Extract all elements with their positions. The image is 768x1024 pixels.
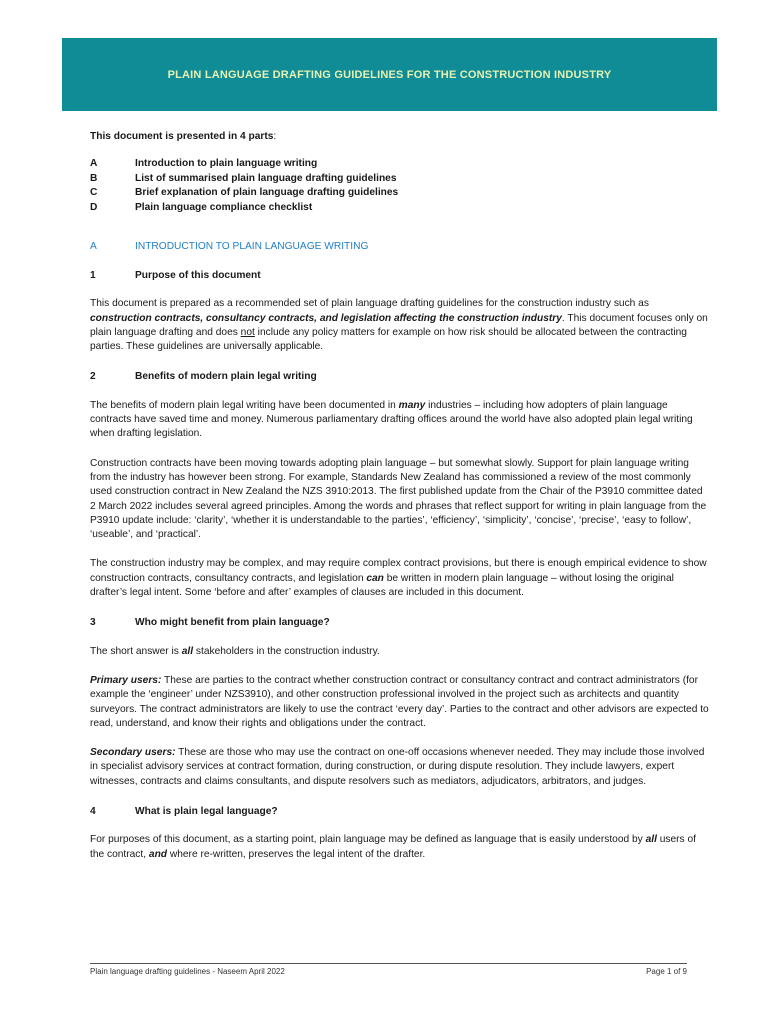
list-item: D Plain language compliance checklist [90,202,313,214]
page-footer [90,963,687,976]
paragraph-primary-users: Primary users: These are parties to the contract whether construction contract or consultancy contract and contract administrators (for example the ‘engineer’ under NZS3910), and other construction professional involved in the project such as architects and quantity surveyors. The contract administrators are likely to use the contract ‘every day’. Parties to the contract and other advisors are expected to read, understand, and know their rights and obligations under the contract. [90,674,709,729]
heading-1: 1 Purpose of this document [90,269,261,281]
paragraph-who-1: The short answer is all stakeholders in the construction industry. [90,645,380,657]
title-banner [62,38,717,111]
list-item: C Brief explanation of plain language drafting guidelines [90,187,399,199]
section-a-heading: A INTRODUCTION TO PLAIN LANGUAGE WRITING [90,240,369,252]
paragraph-benefits-3: The construction industry may be complex, and may require complex contract provisions, but there is enough empirical evidence to show construction contracts, consultancy contracts, and legislation can be written in modern plain language – without losing the original drafter’s legal intent. Some ‘before and after’ examples of clauses are included in this document. [90,558,707,599]
heading-2: 2 Benefits of modern plain legal writing [90,371,317,383]
document-title: PLAIN LANGUAGE DRAFTING GUIDELINES FOR THE CONSTRUCTION INDUSTRY [167,68,612,81]
heading-3: 3 Who might benefit from plain language? [90,617,330,629]
paragraph-benefits-1: The benefits of modern plain legal writing have been documented in many industries – including how adopters of plain language contracts have saved time and money. Numerous parliamentary drafting offices around the world have also adopted plain legal writing when drafting legislation. [90,399,693,440]
footer-document-info: Plain language drafting guidelines - Naseem April 2022 [90,967,285,976]
intro-line: This document is presented in 4 parts: [90,131,277,142]
parts-list [90,157,710,215]
heading-4: 4 What is plain legal language? [90,805,278,817]
paragraph-benefits-2: Construction contracts have been moving towards adopting plain language – but somewhat slowly. Support for plain language writing from the industry has however been strong. For example, Standards New Zealand has commissioned a review of the most commonly used construction contract in New Zealand the NZS 3910:2013. The first published update from the Chair of the P3910 committee dated 2 March 2022 includes several agreed principles. Among the words and phrases that reflect support for writing in plain language from the P3910 update include: ‘clarity’, ‘whether it is understandable to the parties’, ‘efficiency’, ‘simplicity’, ‘concise’, ‘precise’, ‘easy to follow’, ‘useable’, and ‘practical’. [90,457,707,541]
document-body [90,130,710,862]
list-item: B List of summarised plain language drafting guidelines [90,172,397,184]
paragraph-definition: For purposes of this document, as a starting point, plain language may be defined as language that is easily understood by all users of the contract, and where re-written, preserves the legal intent of the drafter. [90,834,696,860]
page-number: Page 1 of 9 [646,967,687,976]
paragraph-secondary-users: Secondary users: These are those who may use the contract on one-off occasions whenever needed. They may include those involved in specialist advisory services at contract formation, during construction, or during dispute resolution. They include lawyers, expert witnesses, contracts and claims consultants, and dispute resolvers such as mediators, adjudicators, arbitrators, and judges. [90,747,705,787]
list-item: A Introduction to plain language writing [90,158,318,170]
paragraph-purpose: This document is prepared as a recommended set of plain language drafting guidelines for the construction industry such as construction contracts, consultancy contracts, and legislation affecting the construction industry. This document focuses only on plain language drafting and does not include any policy matters for example on how risk should be allocated between the contracting parties. These guidelines are universally applicable. [90,298,708,353]
